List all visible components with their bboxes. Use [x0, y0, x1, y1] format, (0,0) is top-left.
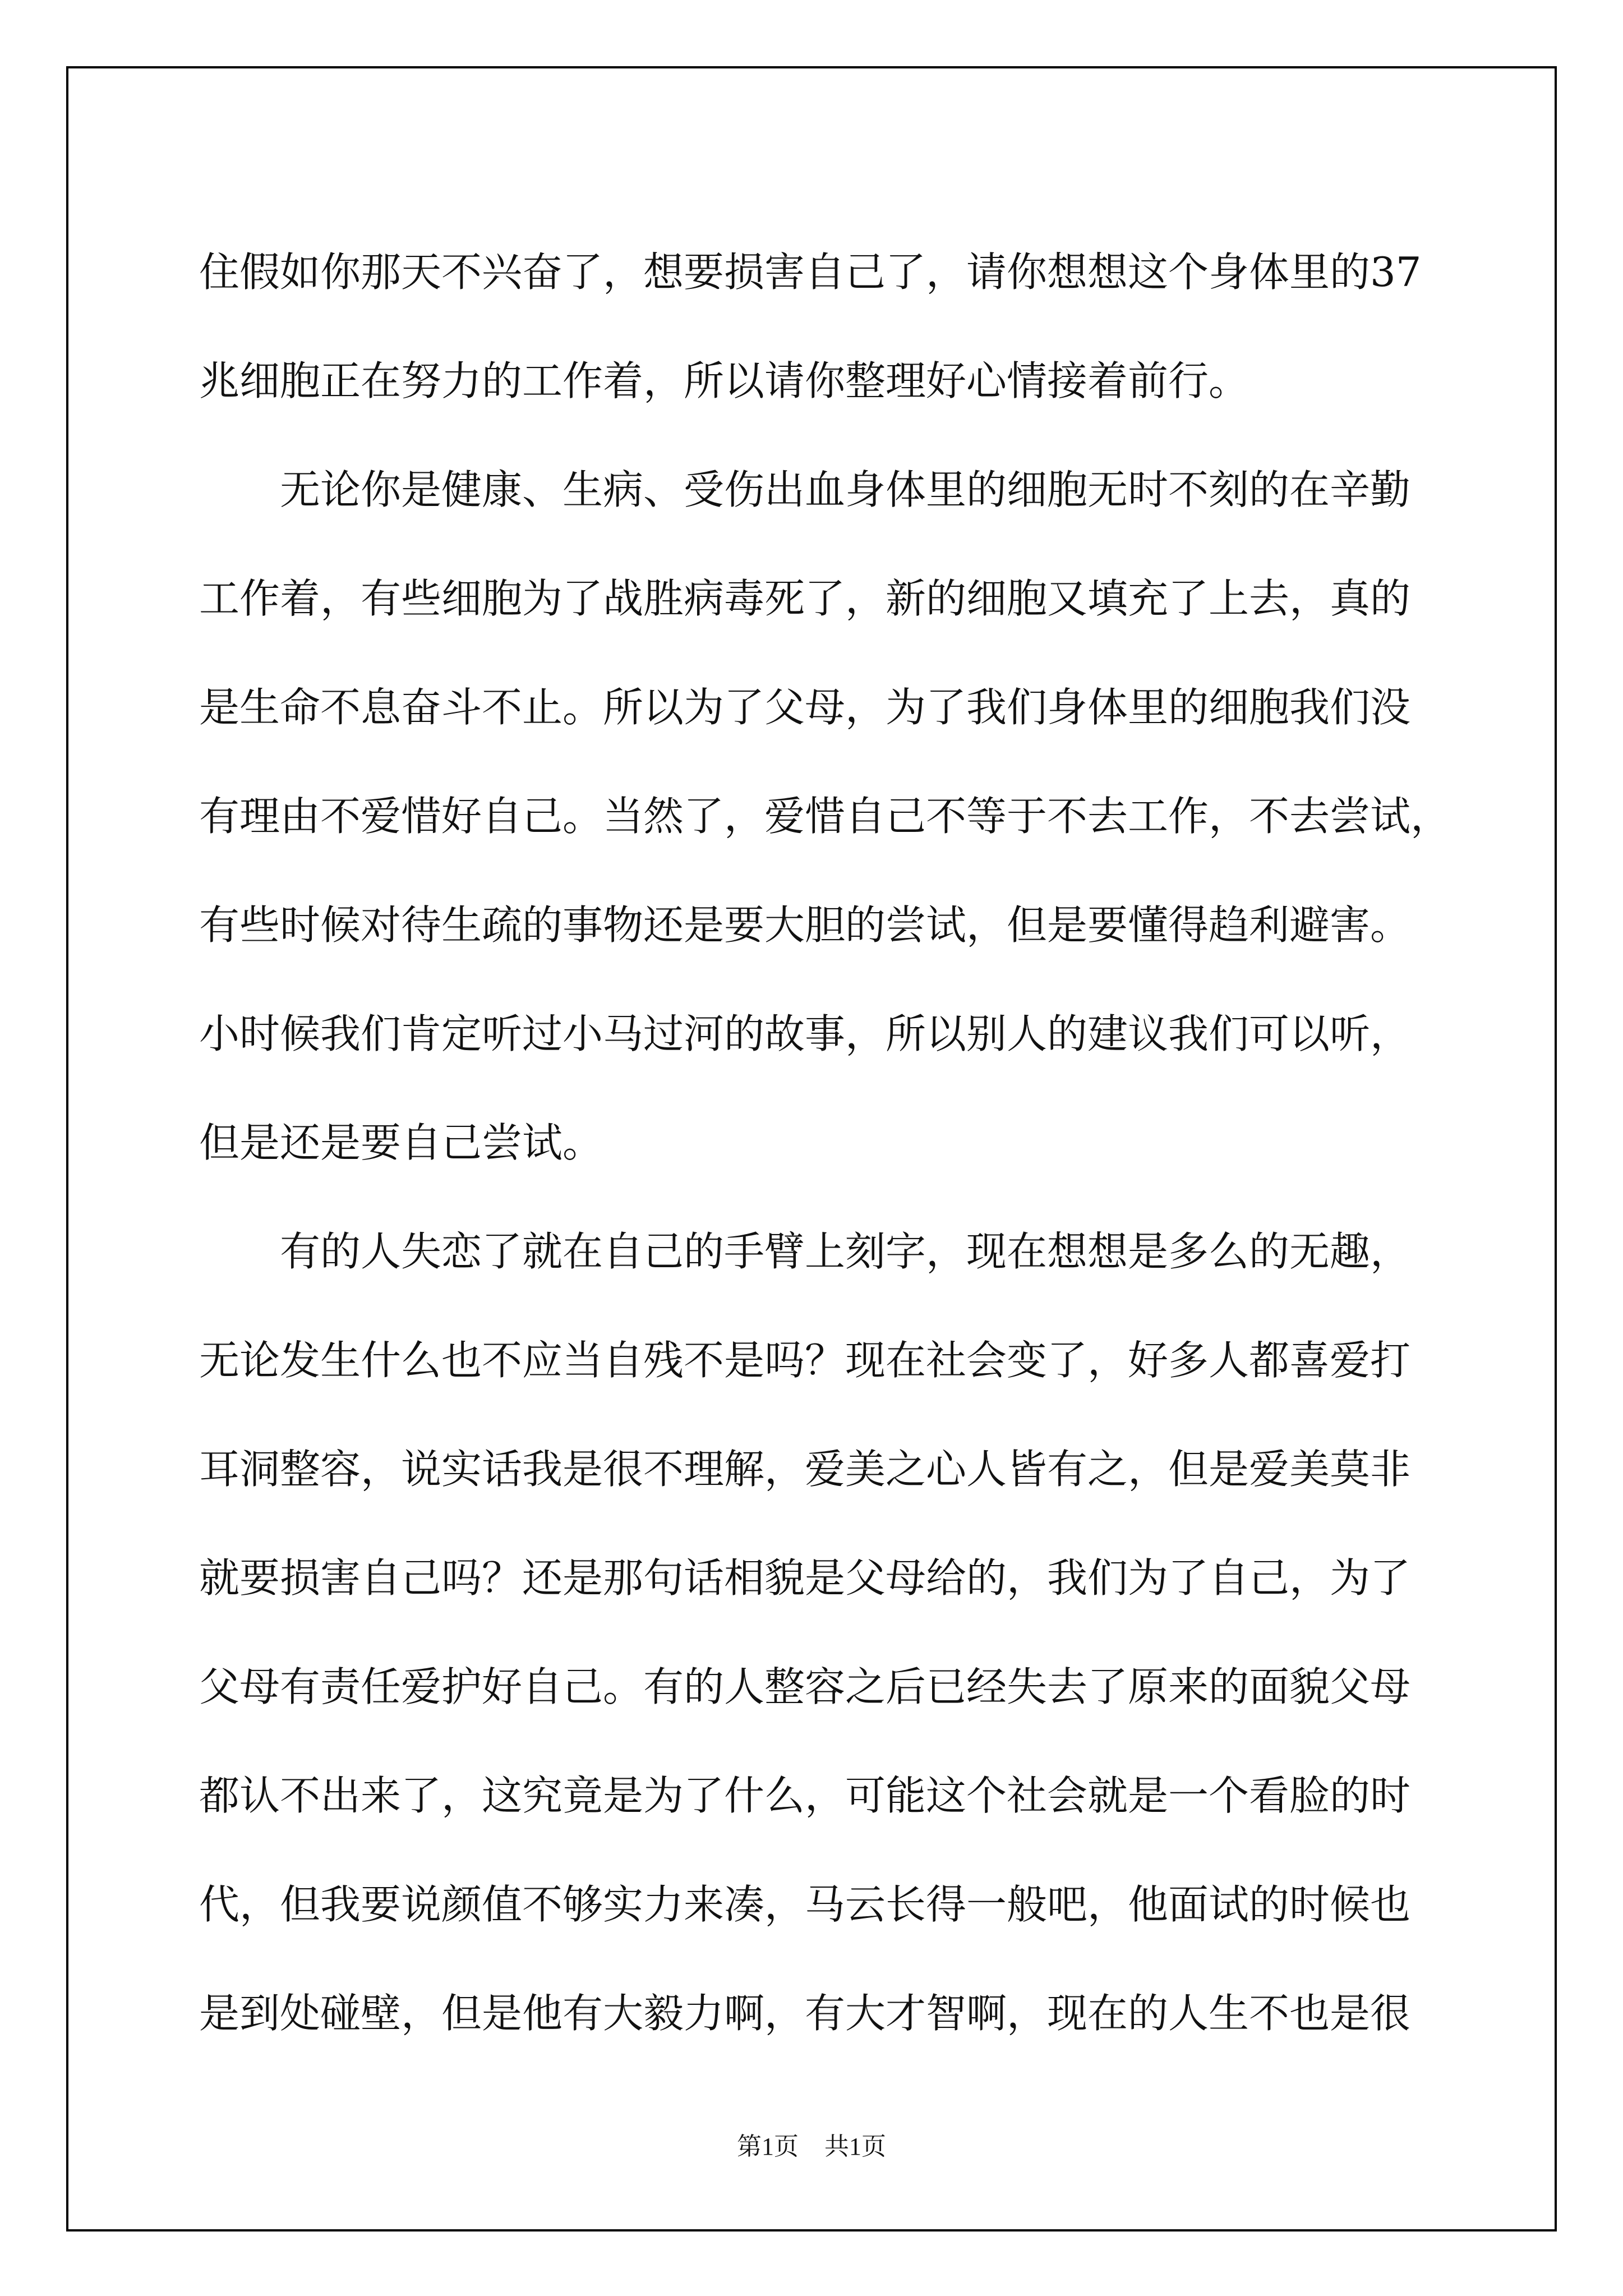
- paragraph-line: 是到处碰壁，但是他有大毅力啊，有大才智啊，现在的人生不也是很: [199, 1990, 1411, 2037]
- paragraph-line: 就要损害自己吗？还是那句话相貌是父母给的，我们为了自己，为了: [199, 1554, 1411, 1602]
- paragraph-line: 住假如你那天不兴奋了，想要损害自己了，请你想想这个身体里的37: [199, 249, 1422, 296]
- paragraph-line: 但是还是要自己尝试。: [199, 1119, 603, 1166]
- page-number: 第1页: [737, 2133, 799, 2160]
- paragraph-line: 耳洞整容，说实话我是很不理解，爱美之心人皆有之，但是爱美莫非: [199, 1446, 1411, 1493]
- paragraph-line: 有理由不爱惜好自己。当然了，爱惜自己不等于不去工作，不去尝试，: [199, 793, 1451, 840]
- paragraph-line: 兆细胞正在努力的工作着，所以请你整理好心情接着前行。: [199, 357, 1249, 404]
- paragraph-line: 无论你是健康、生病、受伤出血身体里的细胞无时不刻的在辛勤: [280, 466, 1411, 513]
- document-body: [199, 218, 1453, 2068]
- paragraph-line: 有些时候对待生疏的事物还是要大胆的尝试，但是要懂得趋利避害。: [199, 901, 1411, 949]
- page-footer: [0, 2126, 1623, 2162]
- paragraph-line: 有的人失恋了就在自己的手臂上刻字，现在想想是多么的无趣，: [280, 1228, 1411, 1275]
- paragraph-line: 工作着，有些细胞为了战胜病毒死了，新的细胞又填充了上去，真的: [199, 575, 1411, 622]
- paragraph-line: 代，但我要说颜值不够实力来凑，马云长得一般吧，他面试的时候也: [199, 1881, 1411, 1928]
- paragraph-line: 是生命不息奋斗不止。所以为了父母，为了我们身体里的细胞我们没: [199, 684, 1411, 731]
- paragraph-line: 小时候我们肯定听过小马过河的故事，所以别人的建议我们可以听，: [199, 1010, 1411, 1057]
- paragraph-line: 都认不出来了，这究竟是为了什么，可能这个社会就是一个看脸的时: [199, 1772, 1411, 1819]
- paragraph-line: 父母有责任爱护好自己。有的人整容之后已经失去了原来的面貌父母: [199, 1663, 1411, 1710]
- page-total: 共1页: [824, 2133, 886, 2160]
- paragraph-line: 无论发生什么也不应当自残不是吗？现在社会变了，好多人都喜爱打: [199, 1337, 1411, 1384]
